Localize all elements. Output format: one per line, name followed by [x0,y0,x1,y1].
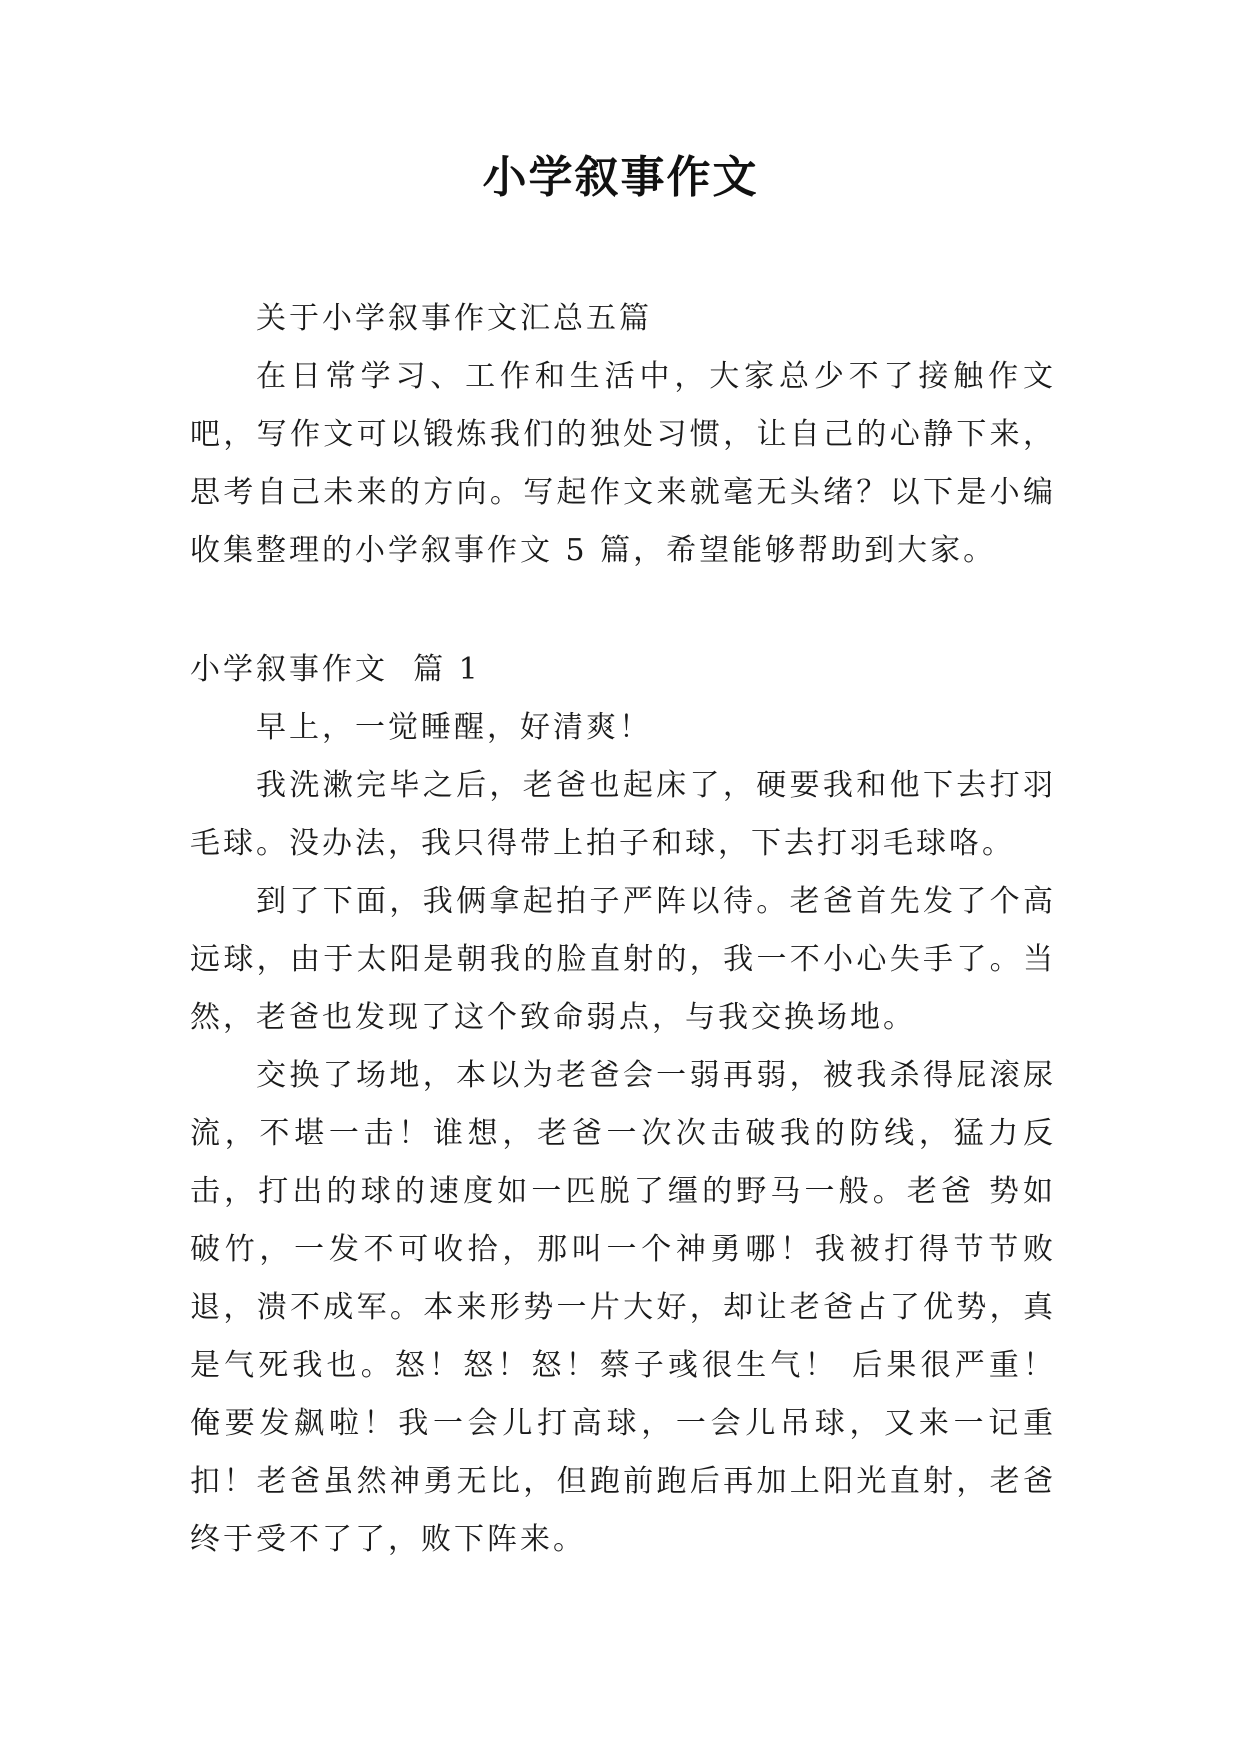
section-paragraph: 交换了场地，本以为老爸会一弱再弱，被我杀得屁滚尿流，不堪一击！谁想，老爸一次次击破我的防线，猛力反击，打出的球的速度如一匹脱了缰的野马一般。老爸 势如破竹，一发不可收拾，那叫一个神勇哪！我被打得节节败退，溃不成军。本来形势一片大好，却让老爸占了优势，真是气死我也。怒！怒！怒！蔡子彧很生气！ 后果很严重！俺要发飙啦！我一会儿打高球，一会儿吊球，又来一记重扣！老爸虽然神勇无比，但跑前跑后再加上阳光直射，老爸终于受不了了，败下阵来。 [190,1058,1056,1557]
intro-paragraph: 在日常学习、工作和生活中，大家总少不了接触作文吧，写作文可以锻炼我们的独处习惯，让自己的心静下来，思考自己未来的方向。写起作文来就毫无头绪？以下是小编收集整理的小学叙事作文 5 篇，希望能够帮助到大家。 [190,359,1056,568]
section-paragraph: 我洗漱完毕之后，老爸也起床了，硬要我和他下去打羽毛球。没办法，我只得带上拍子和球，下去打羽毛球咯。 [190,768,1056,861]
section-heading: 小学叙事作文 篇 1 [190,652,481,687]
document-title: 小学叙事作文 [482,152,759,203]
intro-block [190,290,1056,580]
section-paragraph: 早上，一觉睡醒，好清爽！ [256,710,652,745]
section-paragraph: 到了下面，我俩拿起拍子严阵以待。老爸首先发了个高远球，由于太阳是朝我的脸直射的，我一不小心失手了。当然，老爸也发现了这个致命弱点，与我交换场地。 [190,884,1056,1035]
section-1 [190,641,1056,1569]
intro-subtitle: 关于小学叙事作文汇总五篇 [256,301,652,336]
